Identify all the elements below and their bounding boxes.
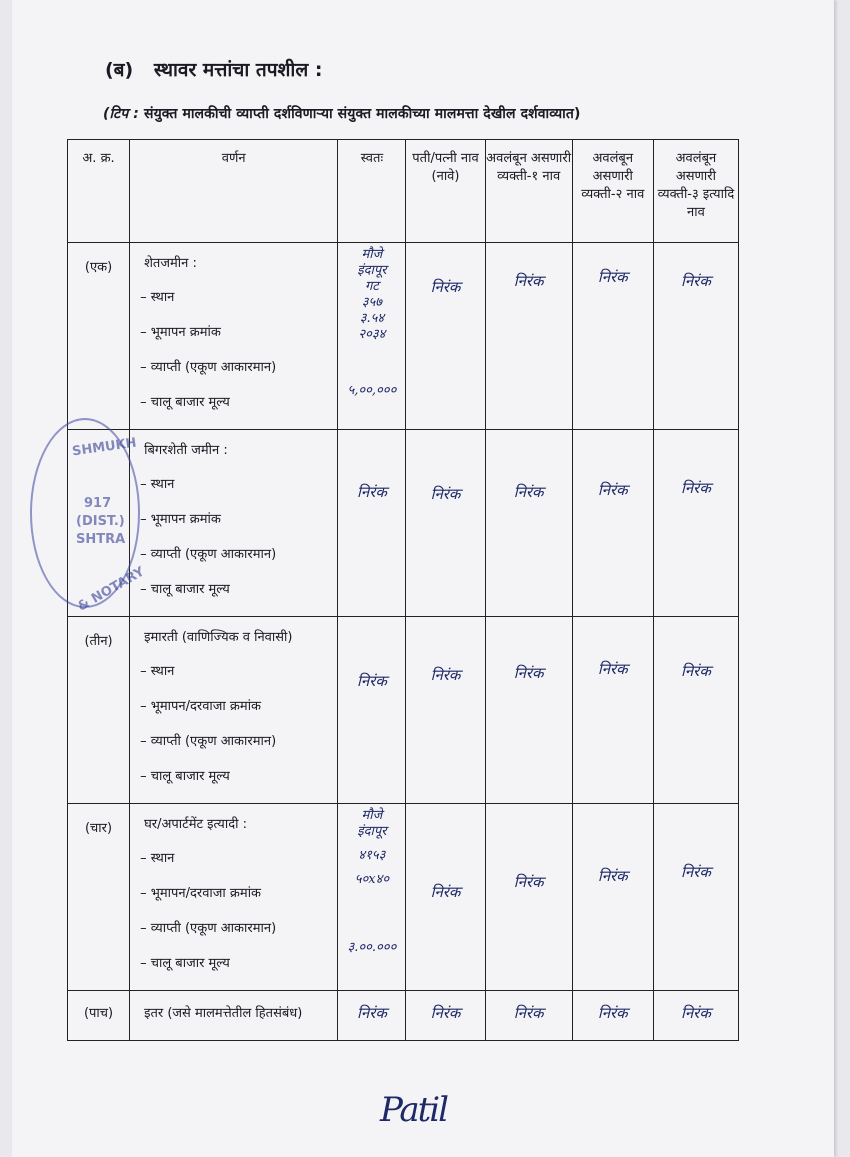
spouse-value <box>406 243 485 430</box>
header-description: वर्णन <box>130 140 338 243</box>
hw-nil: निरंक <box>680 863 711 881</box>
hw-line: गट <box>364 279 379 294</box>
row-subitem: – स्थान <box>140 851 175 866</box>
row-subitem: – व्याप्ती (एकूण आकारमान) <box>140 360 277 375</box>
table-header-row <box>68 140 739 243</box>
row-subitem: – स्थान <box>140 477 175 492</box>
hw-line: २०३४ <box>358 327 386 342</box>
dependent-3-value <box>653 804 738 991</box>
table-row <box>68 991 739 1041</box>
table-row <box>68 804 739 991</box>
header-dependent-1: अवलंबून असणारी व्यक्ती-१ नाव <box>485 140 572 243</box>
table-row <box>68 430 739 617</box>
dependent-1-value <box>485 804 572 991</box>
row-subitem: – भूमापन क्रमांक <box>140 325 221 340</box>
stamp-text: (DIST.) <box>76 514 125 529</box>
header-dependent-3: अवलंबून असणारी व्यक्ती-३ इत्यादि नाव <box>653 140 738 243</box>
spouse-value <box>406 804 485 991</box>
dependent-1-value <box>485 991 572 1041</box>
self-value <box>338 617 406 804</box>
hw-nil: निरंक <box>430 666 461 684</box>
row-subitem: – व्याप्ती (एकूण आकारमान) <box>140 547 277 562</box>
dependent-1-value <box>485 617 572 804</box>
dependent-3-value <box>653 617 738 804</box>
hw-nil: निरंक <box>513 664 544 682</box>
hw-line: इंदापूर <box>357 824 387 839</box>
header-spouse: पती/पत्नी नाव (नावे) <box>406 140 485 243</box>
row-description <box>130 243 338 430</box>
hw-nil: निरंक <box>597 867 628 885</box>
table-row <box>68 243 739 430</box>
hw-nil: निरंक <box>513 272 544 290</box>
stamp-text: 917 <box>84 496 112 511</box>
hw-nil: निरंक <box>356 483 387 501</box>
hw-nil: निरंक <box>597 268 628 286</box>
hw-nil: निरंक <box>430 278 461 296</box>
hw-nil: निरंक <box>513 873 544 891</box>
self-value <box>338 430 406 617</box>
hw-nil: निरंक <box>597 481 628 499</box>
hw-line: ५,००,००० <box>347 383 397 398</box>
self-value-handwritten <box>338 804 406 991</box>
section-title: स्थावर मत्तांचा तपशील : <box>153 59 323 81</box>
note-prefix: (टिप : <box>103 106 140 122</box>
row-subitem: – चालू बाजार मूल्य <box>140 582 230 597</box>
header-serial: अ. क्र. <box>68 140 130 243</box>
self-value-handwritten <box>338 243 406 430</box>
note-line <box>103 104 580 123</box>
row-subitem: – भूमापन क्रमांक <box>140 512 221 527</box>
row-subitem: – भूमापन/दरवाजा क्रमांक <box>140 886 262 901</box>
hw-nil: निरंक <box>430 485 461 503</box>
self-value <box>338 991 406 1041</box>
table-row <box>68 617 739 804</box>
row-subitem: – चालू बाजार मूल्य <box>140 769 230 784</box>
hw-nil: निरंक <box>680 272 711 290</box>
hw-nil: निरंक <box>430 1004 461 1022</box>
stamp-text: & NOTARY <box>75 564 148 615</box>
hw-line: ४१५३ <box>358 848 386 863</box>
hw-nil: निरंक <box>680 479 711 497</box>
hw-line: ५०x४० <box>354 872 390 887</box>
spouse-value <box>406 430 485 617</box>
spouse-value <box>406 991 485 1041</box>
assets-table <box>67 139 739 1041</box>
row-subitem: – व्याप्ती (एकूण आकारमान) <box>140 921 277 936</box>
hw-line: मौजे <box>361 808 383 823</box>
row-subitem: – स्थान <box>140 290 175 305</box>
stamp-text: SHTRA <box>76 532 126 547</box>
row-title: बिगरशेती जमीन : <box>144 443 228 458</box>
hw-nil: निरंक <box>513 483 544 501</box>
hw-nil: निरंक <box>680 1004 711 1022</box>
hw-nil: निरंक <box>356 1004 387 1022</box>
section-label: (ब) <box>105 59 134 81</box>
dependent-3-value <box>653 243 738 430</box>
header-dependent-2: अवलंबून असणारी व्यक्ती-२ नाव <box>572 140 653 243</box>
dependent-2-value <box>572 617 653 804</box>
dependent-2-value <box>572 243 653 430</box>
note-text: संयुक्त मालकीची व्याप्ती दर्शविणाऱ्या संयुक्त मालकीच्या मालमत्ता देखील दर्शवाव्यात) <box>144 106 581 122</box>
dependent-2-value <box>572 804 653 991</box>
row-number: (चार) <box>68 804 130 991</box>
dependent-1-value <box>485 243 572 430</box>
row-subitem: – व्याप्ती (एकूण आकारमान) <box>140 734 277 749</box>
row-description <box>130 991 338 1041</box>
row-number: (तीन) <box>68 617 130 804</box>
stamp-text: SHMUKH <box>71 435 138 460</box>
spouse-value <box>406 617 485 804</box>
header-self: स्वतः <box>338 140 406 243</box>
dependent-3-value <box>653 991 738 1041</box>
row-number: (एक) <box>68 243 130 430</box>
hw-line: मौजे <box>361 247 383 262</box>
section-heading <box>105 56 322 82</box>
dependent-3-value <box>653 430 738 617</box>
signature: Patil <box>380 1090 448 1130</box>
hw-nil: निरंक <box>597 660 628 678</box>
dependent-2-value <box>572 430 653 617</box>
row-number: (पाच) <box>68 991 130 1041</box>
row-title: इमारती (वाणिज्यिक व निवासी) <box>144 630 293 645</box>
hw-line: ३.५४ <box>359 311 385 326</box>
row-subitem: – चालू बाजार मूल्य <box>140 395 230 410</box>
hw-nil: निरंक <box>597 1004 628 1022</box>
row-subitem: – चालू बाजार मूल्य <box>140 956 230 971</box>
hw-line: इंदापूर <box>357 263 387 278</box>
hw-line: ३.००.००० <box>347 940 397 955</box>
hw-nil: निरंक <box>513 1004 544 1022</box>
row-subitem: – स्थान <box>140 664 175 679</box>
row-title: शेतजमीन : <box>144 256 197 271</box>
dependent-2-value <box>572 991 653 1041</box>
row-description <box>130 804 338 991</box>
dependent-1-value <box>485 430 572 617</box>
hw-nil: निरंक <box>356 672 387 690</box>
row-title: घर/अपार्टमेंट इत्यादी : <box>144 817 247 832</box>
row-subitem: – भूमापन/दरवाजा क्रमांक <box>140 699 262 714</box>
hw-line: ३५७ <box>361 295 383 310</box>
row-description <box>130 617 338 804</box>
hw-nil: निरंक <box>680 662 711 680</box>
hw-nil: निरंक <box>430 883 461 901</box>
row-title: इतर (जसे मालमत्तेतील हितसंबंध) <box>144 1006 303 1021</box>
row-description <box>130 430 338 617</box>
